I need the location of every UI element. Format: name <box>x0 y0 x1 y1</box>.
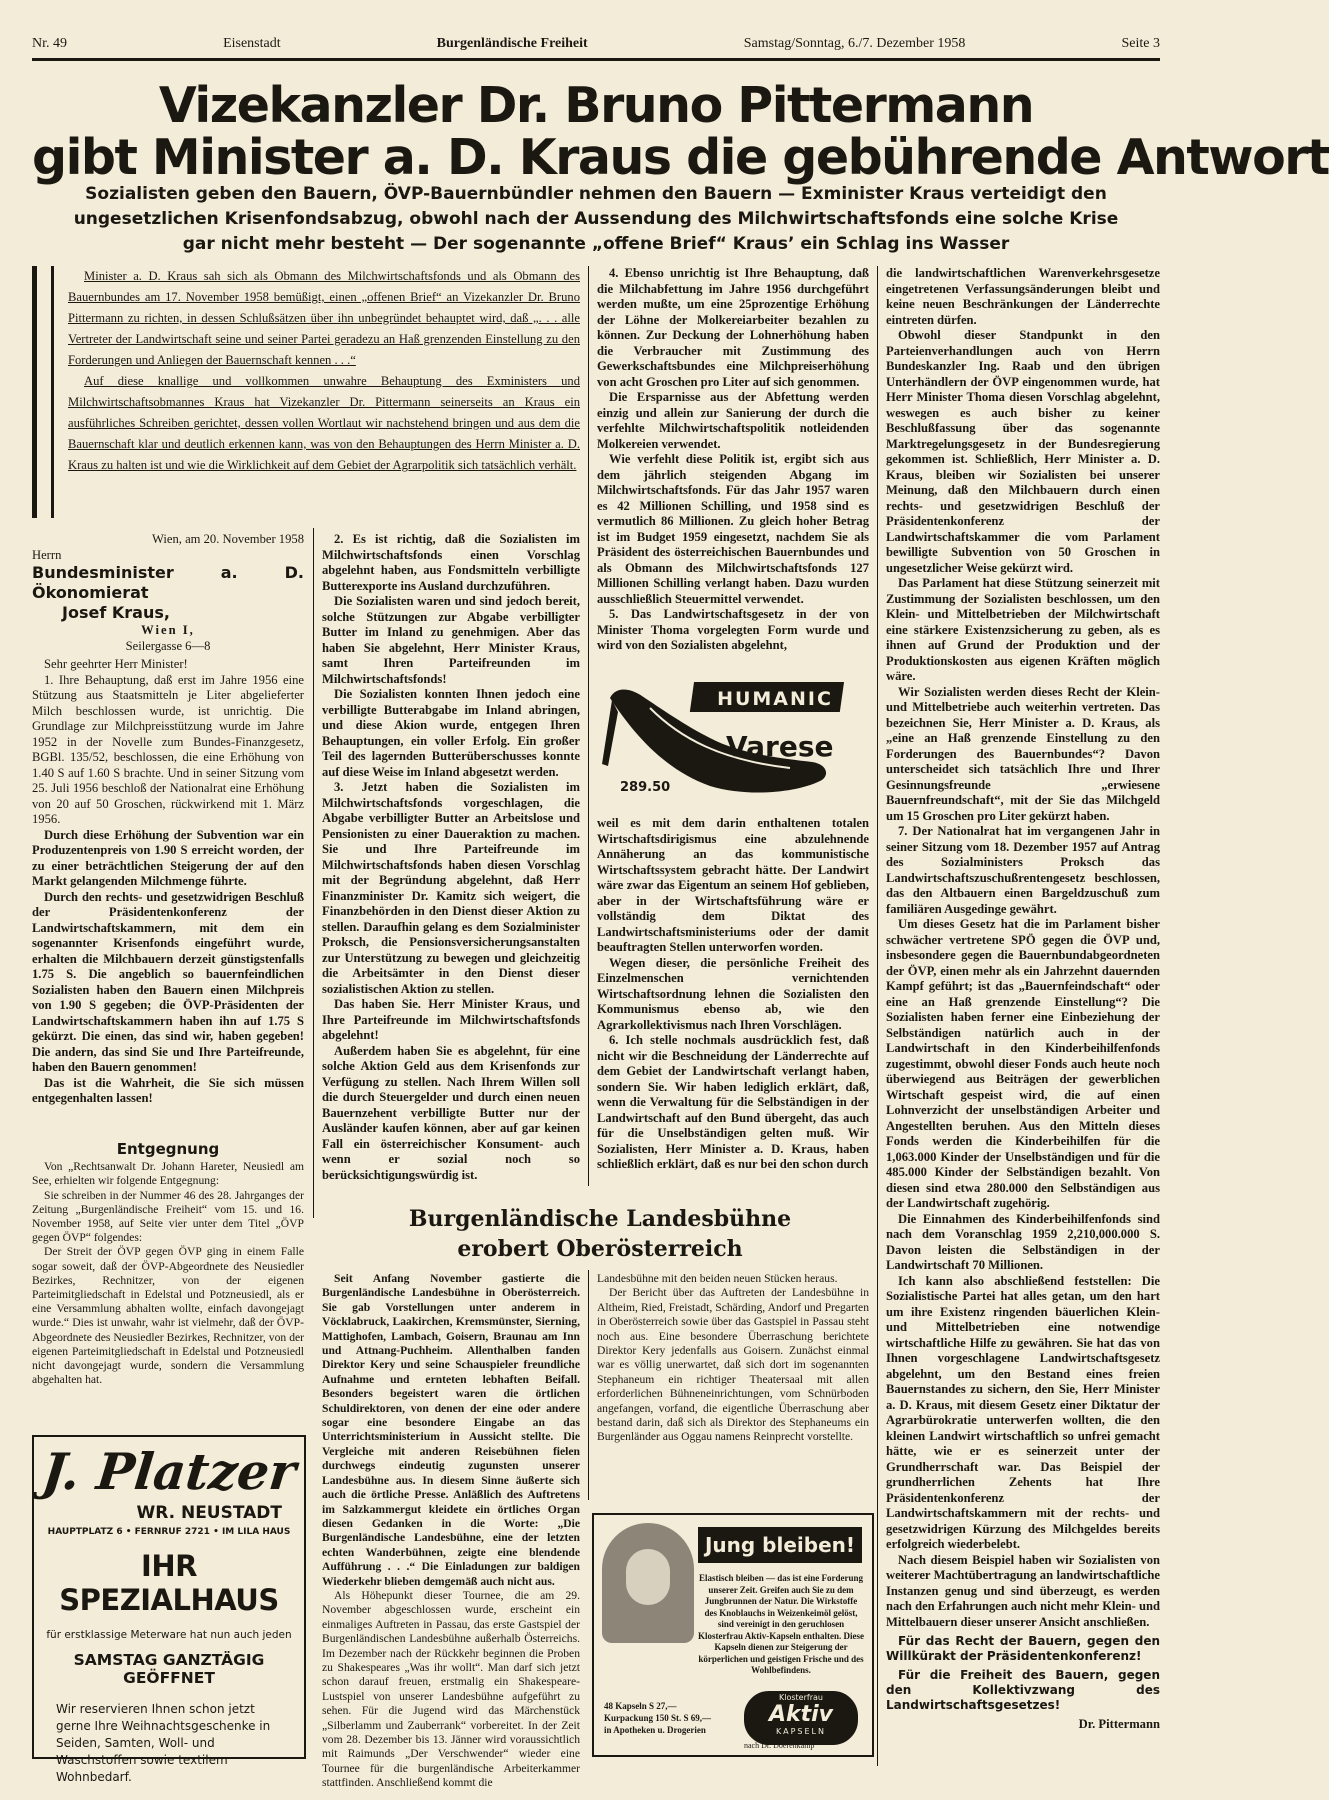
signature: Dr. Pittermann <box>1078 1717 1160 1731</box>
entgegnung-paragraph: Der Streit der ÖVP gegen ÖVP ging in einem Falle sogar soweit, daß der ÖVP-Abgeordnete des Neusiedler Bezirkes, Rechnitzer, von der eigenen Parteimitgliedschaft in Edelstal und Potzneusiedl, als er eine Versammlung abhalten wollte, einfach davongejagt wurde.“ Dies ist unwahr, wahr ist vielmehr, daß der ÖVP-Abgeordnete des Neusiedler Bezirkes, Rechnitzer, von der eigenen Parteimitgliedschaft in Edelstal und Potzneusiedl nicht davongejagt wurde, sondern die Versammlung abgehalten hat. <box>32 1245 304 1387</box>
intro-box-bars <box>32 266 54 518</box>
letter-paragraph: Obwohl dieser Standpunkt in den Parteienverhandlungen auch von Herrn Bundeskanzler Ing. Raab und den übrigen Unterhändlern der ÖVP eingenommen wurde, hat Herr Minister Thoma diesen Vorschlag abgelehnt, weswegen es auch bisher zu keiner Beschlußfassung über das sogenannte Marktregelungsgesetz in der Bundesregierung gekommen ist. Schließlich, Herr Minister a. D. Kraus, bleiben wir Sozialisten bei unserer Meinung, daß den Milchbauern durch einen rechts- und gesetzwidrigen Beschluß der Präsidentenkonferenz der Landwirtschaftskammer die vom Parlament bewilligte Subvention von 50 Groschen in ungesetzlicher Weise gekürzt wird. <box>886 328 1160 575</box>
jung-price-2: Kurpackung 150 St. S 69,— <box>604 1713 712 1723</box>
column-rule <box>588 266 589 1186</box>
entgegnung-paragraph: Sie schreiben in der Nummer 46 des 28. Jahrganges der Zeitung „Burgenländische Freiheit“ vom 15. und 16. November 1958, auf Seite vier unter dem Titel „ÖVP gegen ÖVP“ folgendes: <box>32 1188 304 1245</box>
issue-number: Nr. 49 <box>32 36 67 51</box>
letter-paragraph: Ich kann also abschließend feststellen: Die Sozialistische Partei hat alles getan, um den hart um ihre Existenz ringenden bäuerlichen Klein- und Mittelbetrieben eine notwendige wirtschaftliche Hilfe zu gewähren. Sie hat das von Ihnen vorgeschlagene Landwirtschaftsgesetz abgelehnt, um den Bestand eines freien Bauernstandes zu sichern, den Sie, Herr Minister a. D. Kraus, mit diesem Gesetz einer Diktatur der Agrarbürokratie unterwerfen wollten, die den kleinen Landwirt wirtschaftlich so unfrei gemacht hätte, wie er es seinerzeit unter der Grundherrschaft war. Das Beispiel der grundherrlichen Zehents hat Ihre Präsidentenkonferenz der Landwirtschaftskammern mit der rechts- und gesetzwidrigen Kürzung des Milchgeldes bereits erfolgreich wiederbelebt. <box>886 1273 1160 1551</box>
column-rule <box>313 528 314 1218</box>
landesbuehne-column-b <box>597 1272 869 1508</box>
landesbuehne-paragraph: Als Höhepunkt dieser Tournee, die am 29. November abgeschlossen wurde, erscheint ein einmaliges Auftreten in Passau, das erste Gastspiel der Burgenländischen Landesbühne außerhalb Österreichs. Im Dezember nach der Rückkehr beginnen die Proben zu Shakespeares „Was ihr wollt“. Man darf sich jetzt schon darauf freuen, erstmalig ein Shakespeare-Lustspiel von unserer Landesbühne aufgeführt zu sehen. Für die Jugend wird das Märchenstück „Silberlamm und Zauberrank“ vorbereitet. In der Zeit vom 28. Dezember bis 13. Jänner wird voraussichtlich mit Raimunds „Der Verschwender“ wieder eine Tournee für die burgenländische Arbeiterkammer stattfinden. Anschließend kommt die <box>322 1588 580 1790</box>
klosterfrau-logo <box>744 1691 858 1745</box>
column-rule <box>588 1270 589 1500</box>
letter-column-3-bottom <box>597 816 869 1186</box>
platzer-line-3: Wir reservieren Ihnen schon jetzt gerne Ihre Weihnachtsgeschenke in Seiden, Samten, Woll- und Waschstoffen sowie textilem Wohnbedarf. <box>56 1702 271 1784</box>
addressee-street: Seilergasse 6—8 <box>125 638 211 653</box>
klosterfrau-top: Klosterfrau <box>779 1693 823 1702</box>
dateline: Wien, am 20. November 1958 <box>152 532 304 546</box>
letter-paragraph: 1. Ihre Behauptung, daß erst im Jahre 1956 eine Stützung aus Staatsmitteln je Liter abgelieferter Milch beschlossen wurde, ist unrichtig. Die Grundlage zur Milchpreisstützung wurde im Jahre 1952 in der Novelle zum Bundes-Finanzgesetz, BGBl. 135/52, beschlossen, die eine Erhöhung von 1.40 S auf 1.60 S brachte. Und in seiner Sitzung vom 25. Juli 1956 beschloß der Nationalrat eine Erhöhung von 20 auf 50 Groschen, rückwirkend mit 1. März 1956. <box>32 672 304 826</box>
landesbuehne-paragraph: Seit Anfang November gastierte die Burgenländische Landesbühne in Oberösterreich. Sie gab Vorstellungen unter anderem in Vöcklabruck, Laakirchen, Kremsmünster, Sierning, Mattighofen, Lambach, Goisern, Braunau am Inn und Attnang-Puchheim. Allenthalben fanden Direktor Kery und seine Schauspieler freundliche Aufnahme und ernteten lebhaften Beifall. Besonders begeistert waren die örtlichen Schuldirektoren, von denen der eine oder andere sogar eine besondere Eingabe an das Unterrichtsministerium in Aussicht stellte. Die Vergleiche mit anderen Reisebühnen fielen durchwegs eindeutig zugunsten unserer Landesbühne aus. In diesem Sinne äußerte sich auch die örtliche Presse. Anläßlich des Auftretens im Salzkammergut kleidete ein örtliches Organ diesen Gedanken in die Worte: „Die Burgenländische Landesbühne, eine der letzten echten Wanderbühnen, zeigte eine blendende Aufführung . . .“ Die Einladungen zur baldigen Wiederkehr blieben demgemäß auch nicht aus. <box>322 1272 580 1588</box>
page-header <box>32 36 1160 61</box>
letter-paragraph: Um dieses Gesetz hat die im Parlament bisher schwächer vertretene SPÖ gegen die ÖVP und, insbesondere gegen die Bauernbundabgeordneten der ÖVP, einen mehr als ein Jahrzehnt dauernden Kampf geführt; ist das „Bauernfeindschaft“ oder eine an Haß grenzende Einstellung“? Die Sozialisten haben ferner eine Einbeziehung der Selbständigen natürlich auch in der Landwirtschaft in den Kinderbeihilfenfonds zugestimmt, obwohl dieser Fonds auch heute noch überwiegend aus Beiträgen der gewerblichen Wirtschaft gespeist wird, die auf einen Lohnverzicht der unselbständigen Arbeiter und Angestellten beruhen. Aus den Mitteln dieses Fonds werden die Kinderbeihilfen für die 1,063.000 Kinder der Unselbständigen und für die 485.000 Kinder der Selbständigen bezahlt. Von diesen sind etwa 280.000 den Selbständigen aus der Landwirtschaft zugehörig. <box>886 917 1160 1210</box>
platzer-slogan: IHR SPEZIALHAUS <box>59 1549 279 1617</box>
letter-paragraph: Durch den rechts- und gesetzwidrigen Beschluß der Präsidentenkonferenz der Landwirtschaftskammern, mit dem ein sogenannter Krisenfonds eingeführt wurde, erhalten die Milchbauern derzeit günstigstenfalls 1.75 S. Die angeblich so bauernfeindlichen Sozialisten haben den Bauern einen Milchpreis von 1.90 S gegeben; die ÖVP-Präsidenten der Landwirtschaftskammern haben ihn auf 1.75 S gekürzt. Die einen, das sind wir, haben gegeben! Die andern, das sind Sie und Ihre Parteifreunde, haben den Bauern genommen! <box>32 889 304 1074</box>
intro-box <box>32 266 580 518</box>
letter-column-4 <box>886 266 1160 1760</box>
platzer-line-1: für erstklassige Meterware hat nun auch jeden <box>46 1629 292 1641</box>
letter-paragraph: Die Ersparnisse aus der Abfettung werden einzig und allein zur Sanierung der durch die verfehlte Milchwirtschaftspolitik notleidenden Molkereien verwendet. <box>597 390 869 451</box>
letter-paragraph: Das Parlament hat diese Stützung seinerzeit mit Zustimmung der Sozialisten beschlossen, um den Klein- und Mittelbetrieben der Milchwirtschaft eine stärkere Existenzsicherung zu geben, als es ihnen auf Grund der Produktion und der Produktionskosten aus eigenen Kräften möglich wäre. <box>886 576 1160 683</box>
entgegnung-paragraph: Von „Rechtsanwalt Dr. Johann Hareter, Neusiedl am See, erhielten wir folgende Entgegnung: <box>32 1160 304 1188</box>
humanic-advertisement <box>590 668 868 814</box>
addressee-title: Bundesminister a. D. Ökonomierat <box>32 563 304 602</box>
column-rule <box>877 266 878 1766</box>
platzer-address: HAUPTPLATZ 6 • FERNRUF 2721 • IM LILA HAUS <box>47 1527 291 1537</box>
page-number: Seite 3 <box>1121 36 1160 51</box>
issue-date: Samstag/Sonntag, 6./7. Dezember 1958 <box>743 36 966 51</box>
letter-paragraph: Außerdem haben Sie es abgelehnt, für eine solche Aktion Geld aus dem Krisenfonds zur Verfügung zu stellen. Nach Ihrem Willen soll die durch Steuergelder und durch einen neuen Bauernzehent verbilligte Butter nur der Ausländer kaufen können, aber auf gar keinen Fall ein österreichischer Konsument- auch wenn er sozial noch so berücksichtigungswürdig ist. <box>322 1043 580 1182</box>
entgegnung-article <box>32 1136 304 1426</box>
intro-text <box>68 266 580 476</box>
subheadline-line-1: Sozialisten geben den Bauern, ÖVP-Bauernbündler nehmen den Bauern — Exminister Kraus verteidigt den <box>85 184 1107 204</box>
platzer-advertisement <box>32 1435 306 1784</box>
letter-paragraph: Nach diesem Beispiel haben wir Sozialisten von weiterer Machtübertragung an landwirtschaftliche Instanzen genug und sind überzeugt, es werden nach den Erfahrungen auch nicht mehr Klein- und Mittelbauern dieser unserer Ansicht anschließen. <box>886 1552 1160 1629</box>
jung-title: Jung bleiben! <box>698 1527 862 1563</box>
letter-paragraph: Das ist die Wahrheit, die Sie sich müssen entgegenhalten lassen! <box>32 1075 304 1105</box>
newspaper-name: Burgenländische Freiheit <box>436 36 588 51</box>
letter-column-3-top <box>597 266 869 662</box>
letter-paragraph: 6. Ich stelle nochmals ausdrücklich fest, daß nicht wir die Beschneidung der Länderrechte auf dem Gebiet der Landwirtschaft verlangt haben, sondern Sie. Wir haben lediglich erklärt, daß, wenn die Verwaltung für die Selbständigen in der Landwirtschaft auf den Bund übergeht, das auch für die Unselbständigen gelten muß. Wir Sozialisten, Herr Minister a. D. Kraus, haben schließlich erklärt, daß es nur bei den schon durch <box>597 1033 869 1171</box>
intro-paragraph-2: Auf diese knallige und vollkommen unwahre Behauptung des Exministers und Milchwirtschaftsobmannes Kraus hat Vizekanzler Dr. Pittermann seinerseits an Kraus ein ausführliches Schreiben gerichtet, dessen vollen Wortlaut wir nachstehend bringen und aus dem die Bauernschaft klar und deutlich erkennen kann, was von den Behauptungen des Herrn Minister a. D. Kraus zu halten ist und wie die Wirklichkeit auf dem Gebiet der Agrarpolitik sich tatsächlich verhält. <box>68 374 580 472</box>
addressee-name: Josef Kraus, <box>62 603 170 622</box>
letter-paragraph: 2. Es ist richtig, daß die Sozialisten im Milchwirtschaftsfonds einen Vorschlag abgelehnt haben, aus Fondsmitteln verbilligte Butterexporte ins Ausland durchzuführen. <box>322 532 580 593</box>
landesbuehne-title-line-1: Burgenländische Landesbühne <box>408 1206 792 1232</box>
closing-demand: Für das Recht der Bauern, gegen den Willkürakt der Präsidentenkonferenz! <box>886 1634 1160 1663</box>
letter-paragraph: Wie verfehlt diese Politik ist, ergibt sich aus dem jährlich steigenden Abgang im Milchwirtschaftsfonds. Für das Jahr 1957 waren es 42 Millionen Schilling, und 1958 sind es vermutlich 86 Millionen. Zu gleich hoher Betrag ist im Budget 1959 eingesetzt, nachdem Sie als Präsident des österreichischen Bauernbundes und als Obmann des Milchwirtschaftsfonds 127 Millionen Schilling verlangt haben. Dazu wurden ausschließlich Steuermittel verwendet. <box>597 452 869 606</box>
platzer-logo: J. Platzer <box>39 1442 299 1501</box>
letter-paragraph: die landwirtschaftlichen Warenverkehrsgesetze eingetretenen Verfassungsänderungen bleibt und keine neuen Beschränkungen der Länderrechte eintreten dürfen. <box>886 266 1160 327</box>
humanic-model: Varese <box>726 730 834 763</box>
letter-paragraph: weil es mit dem darin enthaltenen totalen Wirtschaftsdirigismus eine abzulehnende Annäherung an das kommunistische Wirtschaftssystem gebracht hätte. Der Landwirt wäre zwar das Eigentum an seinem Hof geblieben, aber in der Wirtschaftsführung wäre er vollständig dem Diktat des Landwirtschaftsministeriums oder der damit beauftragten Stellen unterworfen worden. <box>597 816 869 954</box>
salutation: Sehr geehrter Herr Minister! <box>44 657 188 671</box>
letter-paragraph: Die Sozialisten konnten Ihnen jedoch eine verbilligte Butterabgabe im Inland abringen, und diese Akion wurde, entgegen Ihren Behauptungen, ein voller Erfolg. Ein großer Teil des lagernden Butterüberschusses konnte auf diese Weise im Inland abgesetzt werden. <box>322 687 580 779</box>
addressee-city: Wien I, <box>141 623 195 637</box>
jung-price-1: 48 Kapseln S 27,— <box>604 1701 677 1711</box>
letter-paragraph: Das haben Sie. Herr Minister Kraus, und Ihre Parteifreunde im Milchwirtschaftsfonds abgelehnt! <box>322 997 580 1042</box>
klosterfrau-advertisement <box>592 1513 874 1757</box>
entgegnung-title: Entgegnung <box>116 1140 220 1158</box>
letter-column-2 <box>322 532 580 1194</box>
letter-paragraph: 7. Der Nationalrat hat im vergangenen Jahr in seiner Sitzung vom 18. Dezember 1957 auf Antrag des Sozialministers Proksch das Landwirtschaftszuschußrentengesetz beschlossen, das den Altbauern einen Bargeldzuschuß zum familiären Ausgedinge gewährt. <box>886 824 1160 916</box>
letter-paragraph: Die Einnahmen des Kinderbeihilfenfonds sind nach dem Voranschlag 1959 2,210,000.000 S. Davon leisten die Selbständigen in der Landwirtschaft 70 Millionen. <box>886 1211 1160 1272</box>
jung-text: Elastisch bleiben — das ist eine Forderung unserer Zeit. Greifen auch Sie zu dem Jungbrunnen der Natur. Die Wirkstoffe des Knoblauchs in Weizenkeimöl gelöst, sind vereinigt in den geruchlosen Klosterfrau Aktiv-Kapseln enthalten. Diese Kapseln dienen zur Steigerung der körperlichen und geistigen Frische und des Wohlbefindens. <box>698 1573 864 1675</box>
platzer-line-2: SAMSTAG GANZTÄGIG GEÖFFNET <box>73 1651 265 1687</box>
landesbuehne-title-line-2: erobert Oberösterreich <box>457 1236 743 1262</box>
humanic-price: 289.50 <box>620 780 671 795</box>
landesbuehne-paragraph: Der Bericht über das Auftreten der Landesbühne in Altheim, Ried, Freistadt, Schärding, Andorf und Pregarten in Oberösterreich sowie über das Gastspiel in Passau steht noch aus. Eine besondere Überraschung berichtete Direktor Kery jedenfalls aus Goisern. Zunächst einmal war es völlig unerwartet, daß sich dort im sogenannten Stephaneum ein richtiger Theatersaal mit allen erforderlichen Bühneneinrichtungen, vom Schnürboden angefangen, vorfand, die eigentliche Überraschung aber bestand darin, daß sich als Direktor des Stephaneums ein Burgenländer aus Oggau namens Reinprecht vorstellte. <box>597 1286 869 1444</box>
klosterfrau-brand: Aktiv <box>768 1702 834 1727</box>
landesbuehne-paragraph: Landesbühne mit den beiden neuen Stücken heraus. <box>597 1272 838 1285</box>
headline-line-1: Vizekanzler Dr. Bruno Pittermann <box>158 77 1034 134</box>
woman-portrait <box>602 1523 694 1643</box>
letter-column-1 <box>32 532 304 1132</box>
closing-demand: Für die Freiheit des Bauern, gegen den Kollektivzwang des Landwirtschaftsgesetzes! <box>886 1668 1160 1712</box>
header-place: Eisenstadt <box>223 36 281 51</box>
letter-paragraph: 5. Das Landwirtschaftsgesetz in der von Minister Thoma vorgelegten Form wurde und wird von den Sozialisten abgelehnt, <box>597 607 869 652</box>
letter-paragraph: Die Sozialisten waren und sind jedoch bereit, solche Stützungen zur Abgabe verbilligter Butter im Inland zu genehmigen. Aber das haben Sie abgelehnt, Herr Minister Kraus, samt Ihren Parteifreunden im Milchwirtschaftsfonds! <box>322 594 580 686</box>
subheadline-line-3: gar nicht mehr besteht — Der sogenannte „offene Brief“ Kraus’ ein Schlag ins Wasser <box>182 234 1010 254</box>
letter-paragraph: Wegen dieser, die persönliche Freiheit des Einzelmenschen vernichtenden Wirtschaftsordnung lehnen die Sozialisten den Kommunismus ebenso ab, wie den Agrarkollektivismus nach Ihren Vorschlägen. <box>597 955 869 1032</box>
intro-paragraph-1: Minister a. D. Kraus sah sich als Obmann des Milchwirtschaftsfonds und als Obmann des Bauernbundes am 17. November 1958 bemüßigt, einen „offenen Brief“ an Vizekanzler Dr. Bruno Pittermann zu richten, in dessen Schlußsätzen über ihn unbegründet behauptet wird, daß „. . . alle Vertreter der Landwirtschaft seine und seiner Partei geradezu an Haß grenzenden Einstellung zu den Forderungen und Anliegen der Bauernschaft kennen . . .“ <box>68 269 580 367</box>
subheadline-line-2: ungesetzlichen Krisenfondsabzug, obwohl nach der Aussendung des Milchwirtschaftsfonds eine solche Krise <box>73 209 1119 229</box>
platzer-city: WR. NEUSTADT <box>136 1503 282 1523</box>
humanic-brand: HUMANIC <box>717 688 833 710</box>
letter-paragraph: 4. Ebenso unrichtig ist Ihre Behauptung, daß die Milchabfettung im Jahre 1956 durchgeführt werden mußte, um eine 25prozentige Erhöhung der Löhne der Molkereiarbeiter bezahlen zu können. Zur Deckung der Lohnerhöhung haben die Verbraucher mit Zustimmung des Gewerkschaftsbundes eine Milchpreiserhöhung von acht Groschen pro Liter auf sich genommen. <box>597 266 869 389</box>
letter-paragraph: Wir Sozialisten werden dieses Recht der Klein- und Mittelbetriebe auch weiterhin vertreten. Das bezeichnen Sie, Herr Minister a. D. Kraus, als „eine an Haß grenzende Einstellung zu den Forderungen des Bauernbundes“? Davon unterscheidet sich tatsächlich Ihre und Ihrer Gesinnungsfreunde „erwiesene Bauernfreundschaft“, mit der Sie das Milchgeld um 15 Groschen pro Liter gekürzt haben. <box>886 684 1160 823</box>
letter-paragraph: Durch diese Erhöhung der Subvention war ein Produzentenpreis von 1.90 S erreicht worden, der zu einer beträchtlichen Steigerung der auf den Markt gelangenden Milchmenge führte. <box>32 827 304 888</box>
woman-face <box>626 1549 670 1605</box>
klosterfrau-bottom: KAPSELN <box>776 1727 826 1736</box>
addressee-herrn: Herrn <box>32 547 62 562</box>
headline-line-2: gibt Minister a. D. Kraus die gebührende Antwort <box>32 129 1329 186</box>
letter-paragraph: 3. Jetzt haben die Sozialisten im Milchwirtschaftsfonds vorgeschlagen, die Abgabe verbilligter Butter an Arbeitslose und Pensionisten zu einer Daueraktion zu machen. Sie und Ihre Parteifreunde im Milchwirtschaftsfonds haben diesen Vorschlag mit der Begründung abgelehnt, daß Herr Finanzminister Dr. Kamitz sich weigert, die Finanzbehörden in den Dienst dieser Aktion zu stellen. Daraufhin gelang es dem Sozialminister Proksch, die Pensionsversicherungsanstalten zur Unterstützung zu bewegen und gleichzeitig die Arbeitsämter in den Dienst dieser sozialistischen Aktion zu stellen. <box>322 780 580 996</box>
klosterfrau-credit: nach Dr. Doerenkamp <box>744 1741 815 1750</box>
landesbuehne-column-a <box>322 1272 580 1790</box>
jung-price-3: in Apotheken u. Drogerien <box>604 1725 706 1735</box>
landesbuehne-headline <box>330 1204 870 1264</box>
